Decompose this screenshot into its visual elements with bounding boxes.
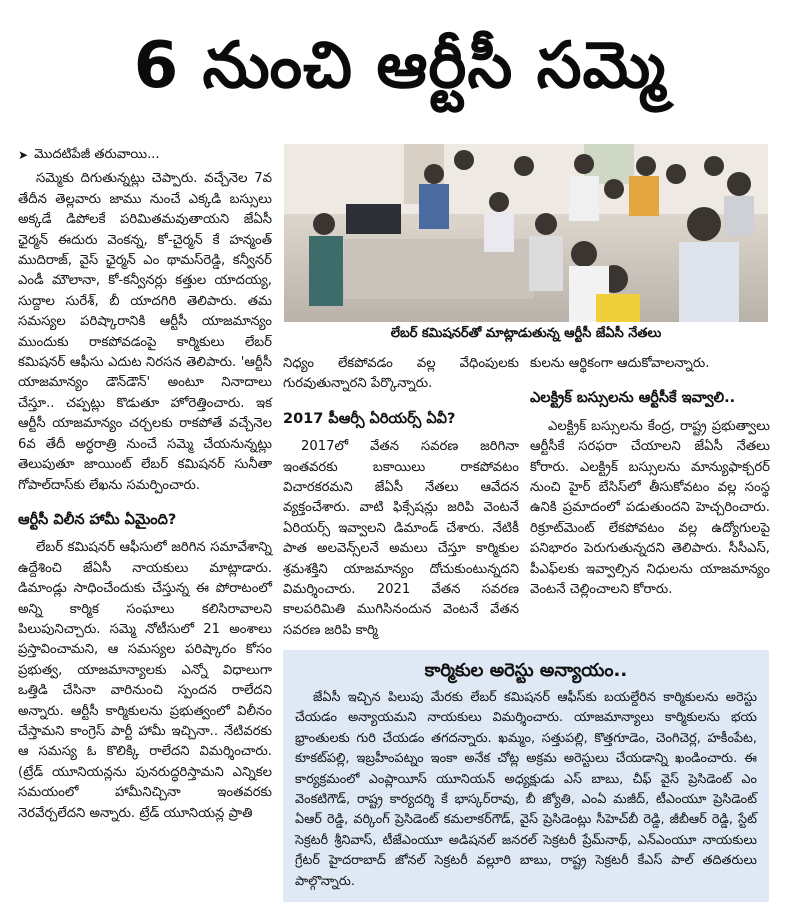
box-paragraph: జేఏసీ ఇచ్చిన పిలుపు మేరకు లేబర్ కమిషనర్ ఆఫీస్‌కు బయల్దేరిన కార్మికులను అరెస్టు చేయడం అన్యాయమని నాయకులు విమర్శించారు. యాజమాన్యాలు కార్మికులను భయ భ్రాంతులకు గురి చేయడం తగదన్నారు. ఖమ్మం, సత్తుపల్లి, కొత్తగూడెం, చెంగిచెర్ల, హకీంపేట, కూకట్‌పల్లి, ఇబ్రహీంపట్నం ఇంకా అనేక చోట్ల అక్రమ అరెస్టులు చేయడాన్ని ఖండించారు. ఈ కార్యక్రమంలో ఎంప్లాయీస్ యూనియన్ అధ్యక్షుడు ఎస్ బాబు, చీఫ్ వైస్ ప్రెసిడెంట్ ఎం వెంకటిగౌడ్, రాష్ట్ర కార్యదర్శి కే భాస్కర్‌రావు, బీ జ్యోతి, ఎంఏ మజీద్, టీఎంయూ ప్రెసిడెంట్ ఏఆర్ రెడ్డి, వర్కింగ్ ప్రెసిడెంట్ కమలాకర్‌గౌడ్, వైస్ ప్రెసిడెంట్లు సీహెచ్‌బీ రెడ్డి, జీబీఆర్ రెడ్డి, స్టేట్ సెక్రటరీ శ్రీనివాస్, టీజేఎంయూ అడిషనల్ జనరల్ సెక్రటరీ ప్రేమ్‌నాథ్, ఎన్ఎంయూ నాయకులు గ్రేటర్ హైదరాబాద్ జోనల్ సెక్రటరీ వల్లూరి బాబు, రాష్ట్ర సెక్రటరీ కేఎస్ పాల్ తదితరులు పాల్గొన్నారు. [295, 690, 757, 889]
sidebar-box [283, 650, 769, 902]
kicker [18, 145, 272, 165]
column-2-subhead: 2017 పీఆర్సీ ఏరియర్స్ ఏవీ? [283, 410, 456, 427]
column-1-para-1: సమ్మెకు దిగుతున్నట్లు చెప్పారు. వచ్చేనెల 7వ తేదీన తెల్లవారు జాము నుంచే ఎక్కడి బస్సులు అక్కడే డిపోలకే పరిమితమవుతాయని జేఏసీ ఛైర్మన్ ఈదురు వెంకన్న, కో-చైర్మన్ కే హన్మంత్ ముదిరాజ్, వైస్ ఛైర్మన్ ఎం థామస్‌రెడ్డి, కన్వీనర్ ఎండీ మౌలానా, కో-కన్వీనర్లు కత్తుల యాదయ్య, సుద్దాల సురేశ్, బీ యాదగిరి తెలిపారు. తమ సమస్యల పరిష్కారానికి ఆర్టీసీ యాజమాన్యం ముందుకు రాకపోవడంపై కార్మికులు లేబర్ కమిషనర్ ఆఫీసు ఎదుట నిరసన తెలిపారు. 'ఆర్టీసీ యాజమాన్యం డౌన్‌డౌన్' అంటూ నినాదాలు చేస్తూ.. చప్పట్లు కొడుతూ హోరెత్తించారు. ఇక ఆర్టీసీ యాజమాన్యం చర్చలకు రాకపోతే వచ్చేనెల 6వ తేదీ అర్ధరాత్రి నుంచే సమ్మె చేయనున్నట్లు తెలుపుతూ జాయింట్ లేబర్ కమిషనర్ సునీతా గోపాల్‌దాస్‌కు లేఖను సమర్పించారు. [18, 171, 272, 493]
column-2-para-2: 2017లో వేతన సవరణ జరిగినా ఇంతవరకు బకాయిలు రాకపోవటం విచారకరమని జేఏసీ నేతలు ఆవేదన వ్యక్తంచేశారు. వాటి ఫిక్సేషన్లు జరిపి వెంటనే ఏరియర్స్ ఇవ్వాలని డిమాండ్ చేశారు. నేటికీ పాత అలవెన్స్‌లనే అమలు చేస్తూ కార్మికుల శ్రమశక్తిని యాజమాన్యం దోచుకుంటున్నదని విమర్శించారు. 2021 వేతన సవరణ కాలపరిమితి ముగిసినందున వెంటనే వేతన సవరణ జరిపి కార్మి [283, 439, 519, 638]
column-3-para-2: ఎలక్ట్రిక్ బస్సులను కేంద్ర, రాష్ట్ర ప్రభుత్వాలు ఆర్టీసీకే సరఫరా చేయాలని జేఏసీ నేతలు కోరారు. ఎలక్ట్రిక్ బస్సులను మాన్యుఫాక్చరర్ నుంచి హైర్ బేసిస్‌లో తీసుకోవటం వల్ల సంస్థ ఉనికి ప్రమాదంలో పడుతుందని హెచ్చరించారు. రిక్రూట్‌మెంట్ లేకపోవటం వల్ల ఉద్యోగులపై పనిభారం పెరుగుతున్నదని తెలిపారు. సీసీఎస్, పీఎఫ్‌లకు ఇవ్వాల్సిన నిధులను యాజమాన్యం వెంటనే చెల్లించాలని కోరారు. [530, 418, 770, 598]
box-body [295, 688, 757, 892]
news-photo [284, 144, 768, 322]
column-1-para-2: లేబర్ కమిషనర్ ఆఫీసులో జరిగిన సమావేశాన్ని ఉద్దేశించి జేఏసీ నాయకులు మాట్లాడారు. డిమాండ్లు సాధించేందుకు చేస్తున్న ఈ పోరాటంలో అన్ని కార్మిక సంఘాలు కలిసిరావాలని పిలుపునిచ్చారు. సమ్మె నోటీసులో 21 అంశాలు ప్రస్తావించామని, ఆ సమస్యల పరిష్కారం కోసం ప్రభుత్వ, యాజమాన్యాలకు ఎన్నో విధాలుగా ఒత్తిడి చేసినా వారినుంచి స్పందన రాలేదని అన్నారు. ఆర్టీసీ కార్మికులను ప్రభుత్వంలో విలీనం చేస్తామని కాంగ్రెస్ పార్టీ హామీ ఇచ్చినా.. నేటివరకు ఆ సమస్య ఓ కొలిక్కి రాలేదని విమర్శించారు. (ట్రేడ్ యూనియన్లను పునరుద్ధరిస్తామని ఎన్నికల సమయంలో హామీనిచ్చినా ఇంతవరకు నెరవేర్చలేదని అన్నారు. ట్రేడ్ యూనియన్ల ప్రాతి [18, 540, 272, 821]
column-1 [18, 145, 272, 824]
headline: 6 నుంచి ఆర్టీసీ సమ్మె [133, 29, 667, 103]
column-3-para-1: కులను ఆర్థికంగా ఆదుకోవాలన్నారు. [530, 356, 710, 371]
column-1-subhead: ఆర్టీసీ విలీన హామీ ఏమైంది? [18, 511, 177, 528]
photo-caption: లేబర్ కమిషనర్‌తో మాట్లాడుతున్న ఆర్టీసీ జేఏసీ నేతలు [390, 326, 662, 341]
column-2-para-1: నిధ్యం లేకపోవడం వల్ల వేధింపులకు గురవుతున్నారని పేర్కొన్నారు. [283, 356, 519, 392]
column-2 [283, 354, 519, 641]
column-3-subhead: ఎలక్ట్రిక్ బస్సులను ఆర్టీసీకే ఇవ్వాలి.. [530, 390, 736, 407]
arrow-right-icon: ➤ [18, 148, 29, 162]
box-title: కార్మికుల అరెస్టు అన్యాయం.. [424, 660, 628, 681]
meeting-photo-illustration [284, 144, 768, 322]
column-3 [530, 354, 770, 600]
kicker-text: మొదటిపేజీ తరువాయి... [34, 147, 160, 162]
